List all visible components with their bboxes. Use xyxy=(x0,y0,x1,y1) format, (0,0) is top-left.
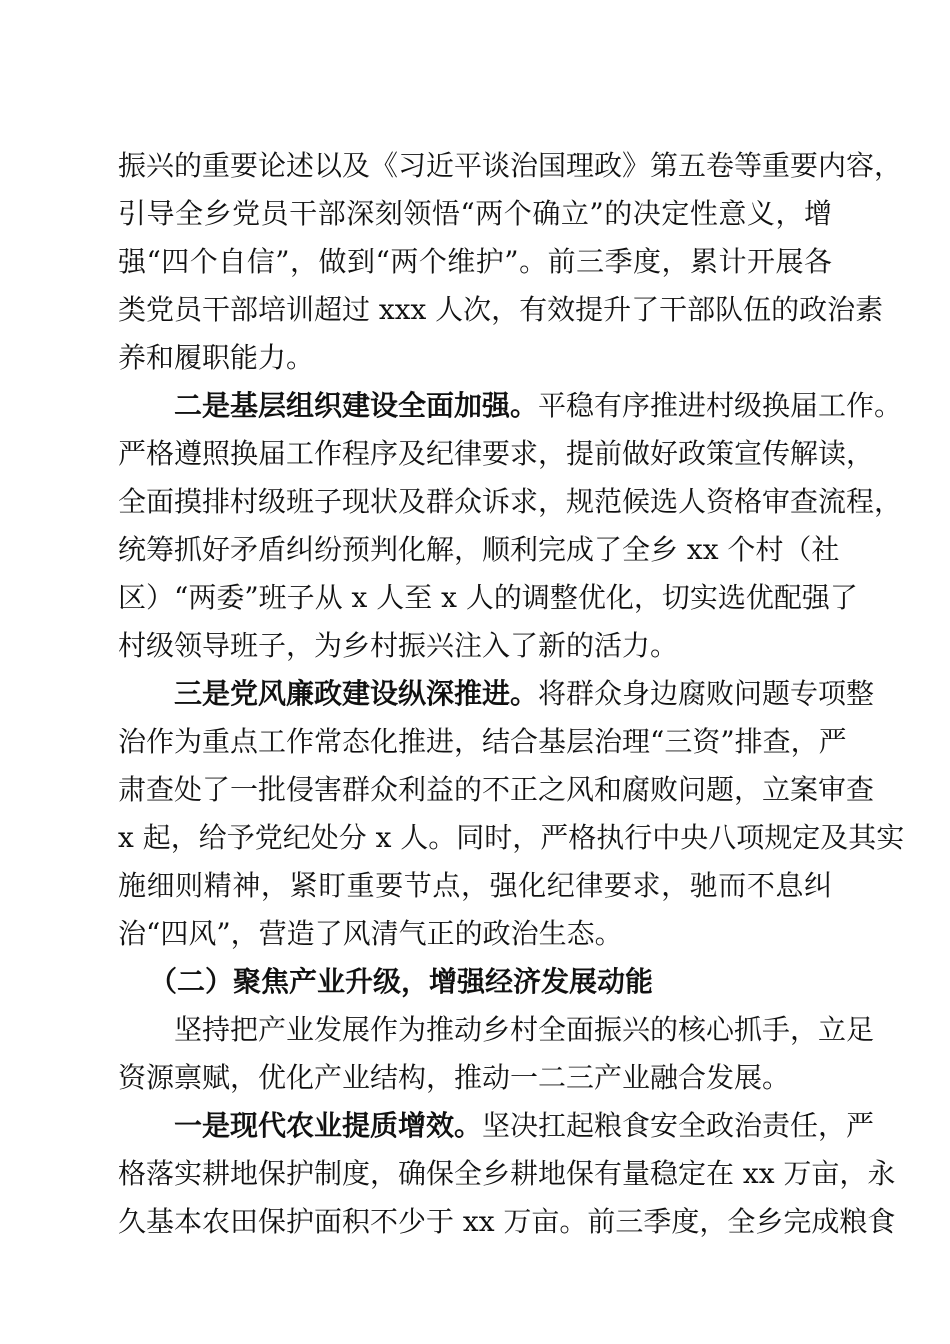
text-line: 养和履职能力。 xyxy=(118,341,315,374)
text-line: x 起，给予党纪处分 x 人。同时，严格执行中央八项规定及其实 xyxy=(118,821,905,854)
paragraph-first-line xyxy=(174,672,875,716)
text-line: 肃查处了一批侵害群众利益的不正之风和腐败问题，立案审查 xyxy=(118,773,875,806)
paragraph-lead: 一是现代农业提质增效。 xyxy=(174,1109,483,1142)
text-line: 久基本农田保护面积不少于 xx 万亩。前三季度，全乡完成粮食 xyxy=(118,1205,896,1238)
text-line: 严格遵照换届工作程序及纪律要求，提前做好政策宣传解读， xyxy=(118,437,875,470)
paragraph-lead: 二是基层组织建设全面加强。 xyxy=(174,389,539,422)
text-line: 全面摸排村级班子现状及群众诉求，规范候选人资格审查流程， xyxy=(118,485,903,518)
paragraph-text: 平稳有序推进村级换届工作。 xyxy=(538,389,903,422)
text-line: 治作为重点工作常态化推进，结合基层治理“三资”排查，严 xyxy=(118,725,847,758)
paragraph-text: 将群众身边腐败问题专项整 xyxy=(538,677,875,710)
text-line: 振兴的重要论述以及《习近平谈治国理政》第五卷等重要内容， xyxy=(118,149,903,182)
text-line: 施细则精神，紧盯重要节点，强化纪律要求，驰而不息纠 xyxy=(118,869,832,902)
text-line: 资源禀赋，优化产业结构，推动一二三产业融合发展。 xyxy=(118,1061,791,1094)
section-heading: （二）聚焦产业升级，增强经济发展动能 xyxy=(149,965,654,998)
text-line: 村级领导班子，为乡村振兴注入了新的活力。 xyxy=(118,629,679,662)
text-line: 类党员干部培训超过 xxx 人次，有效提升了干部队伍的政治素 xyxy=(118,293,884,326)
text-line: 坚持把产业发展作为推动乡村全面振兴的核心抓手，立足 xyxy=(174,1013,875,1046)
paragraph-first-line xyxy=(174,1104,875,1148)
text-line: 强“四个自信”，做到“两个维护”。前三季度，累计开展各 xyxy=(118,245,832,278)
paragraph-lead: 三是党风廉政建设纵深推进。 xyxy=(174,677,539,710)
text-line: 统筹抓好矛盾纠纷预判化解，顺利完成了全乡 xx 个村（社 xyxy=(118,533,840,566)
paragraph-text: 坚决扛起粮食安全政治责任，严 xyxy=(482,1109,875,1142)
text-line: 格落实耕地保护制度，确保全乡耕地保有量稳定在 xx 万亩，永 xyxy=(118,1157,896,1190)
text-line: 区）“两委”班子从 x 人至 x 人的调整优化，切实选优配强了 xyxy=(118,581,858,614)
text-line: 引导全乡党员干部深刻领悟“两个确立”的决定性意义，增 xyxy=(118,197,832,230)
text-line: 治“四风”，营造了风清气正的政治生态。 xyxy=(118,917,623,950)
paragraph-first-line xyxy=(174,384,903,428)
